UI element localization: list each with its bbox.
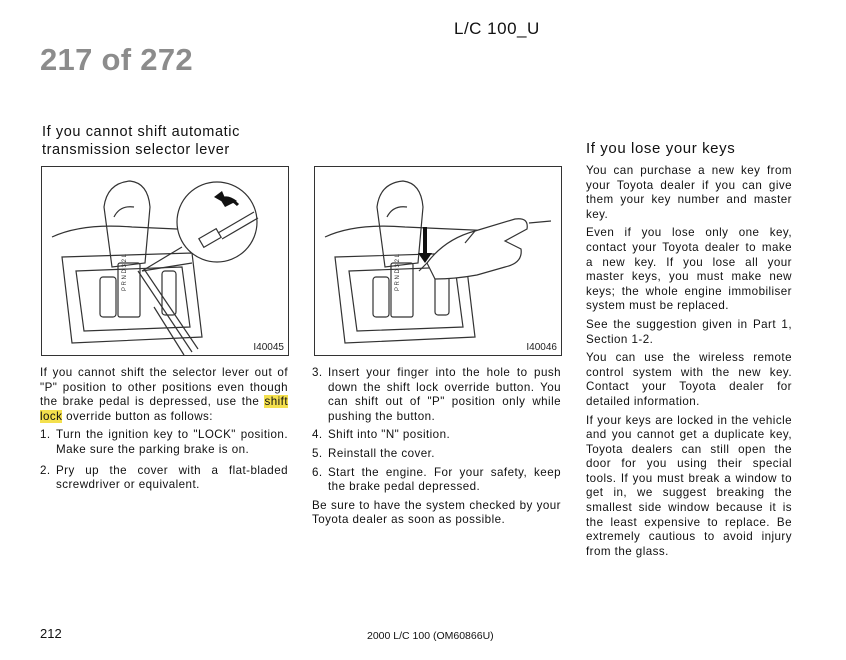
paragraph: Even if you lose only one key, contact your Toyota dealer to make a new key. If you lose all your master keys, you must make new keys; the whole engine immobiliser system must be replaced. [586,226,792,313]
paragraph: You can use the wireless remote control system with the new key. Contact your Toyota dealer for detailed information. [586,351,792,408]
steps-list-left [40,428,288,492]
step-item: 4. Shift into "N" position. [312,428,451,442]
figure-shift-lock-pry-cover [41,166,289,356]
section-title-shift-lever [42,123,240,159]
section-title-line: If you cannot shift automatic [42,124,240,140]
step-item: 2. Pry up the cover with a flat-bladed screwdriver or equivalent. [40,463,288,492]
paragraph: You can purchase a new key from your Toyota dealer if you can give them your key number and master key. [586,164,792,221]
figure-shift-lock-finger [314,166,562,356]
middle-text-column [312,366,561,532]
steps-list-middle [312,366,561,495]
note-paragraph: Be sure to have the system checked by your Toyota dealer as soon as possible. [312,498,561,527]
figure-id: I40046 [526,342,557,353]
svg-text:P R N D 3 2 L: P R N D 3 2 L [395,254,401,291]
paragraph: See the suggestion given in Part 1, Section 1-2. [586,317,792,346]
illustration-finger-button [315,167,561,355]
page-counter: 217 of 272 [40,42,193,77]
right-column-clip [586,140,792,558]
section-title-lose-keys: If you lose your keys [586,140,736,157]
step-item: 3. Insert your finger into the hole to push down the shift lock override button. You can shift out of "P" position only while pushing the button. [312,366,561,423]
section-title-line: transmission selector lever [42,142,230,158]
page-number: 212 [40,626,62,641]
intro-paragraph: If you cannot shift the selector lever out of "P" position to other positions even though the brake pedal is depressed, use the shift lock override button as follows: [40,366,288,423]
paragraph: If your keys are locked in the vehicle and you cannot get a duplicate key, Toyota dealers can still open the door for you using their special tools. If you must break a window to get in, we suggest breaking the smallest side window because it is the least expensive to replace. Be extremely cautious to avoid injury from the glass. [586,413,792,558]
search-highlight: shift lock [40,395,288,423]
right-text-column [586,164,792,559]
document-info: 2000 L/C 100 (OM60866U) [367,630,494,642]
step-item: 5. Reinstall the cover. [312,446,435,460]
svg-text:P R N D 3 2 L: P R N D 3 2 L [122,254,128,291]
step-item: 1. Turn the ignition key to "LOCK" position. Make sure the parking brake is on. [40,428,288,456]
figure-id: I40045 [253,342,284,353]
document-code: L/C 100_U [454,19,540,38]
left-text-column [40,366,288,497]
illustration-screwdriver-cover [42,167,288,355]
step-item: 6. Start the engine. For your safety, keep the brake pedal depressed. [312,465,561,494]
